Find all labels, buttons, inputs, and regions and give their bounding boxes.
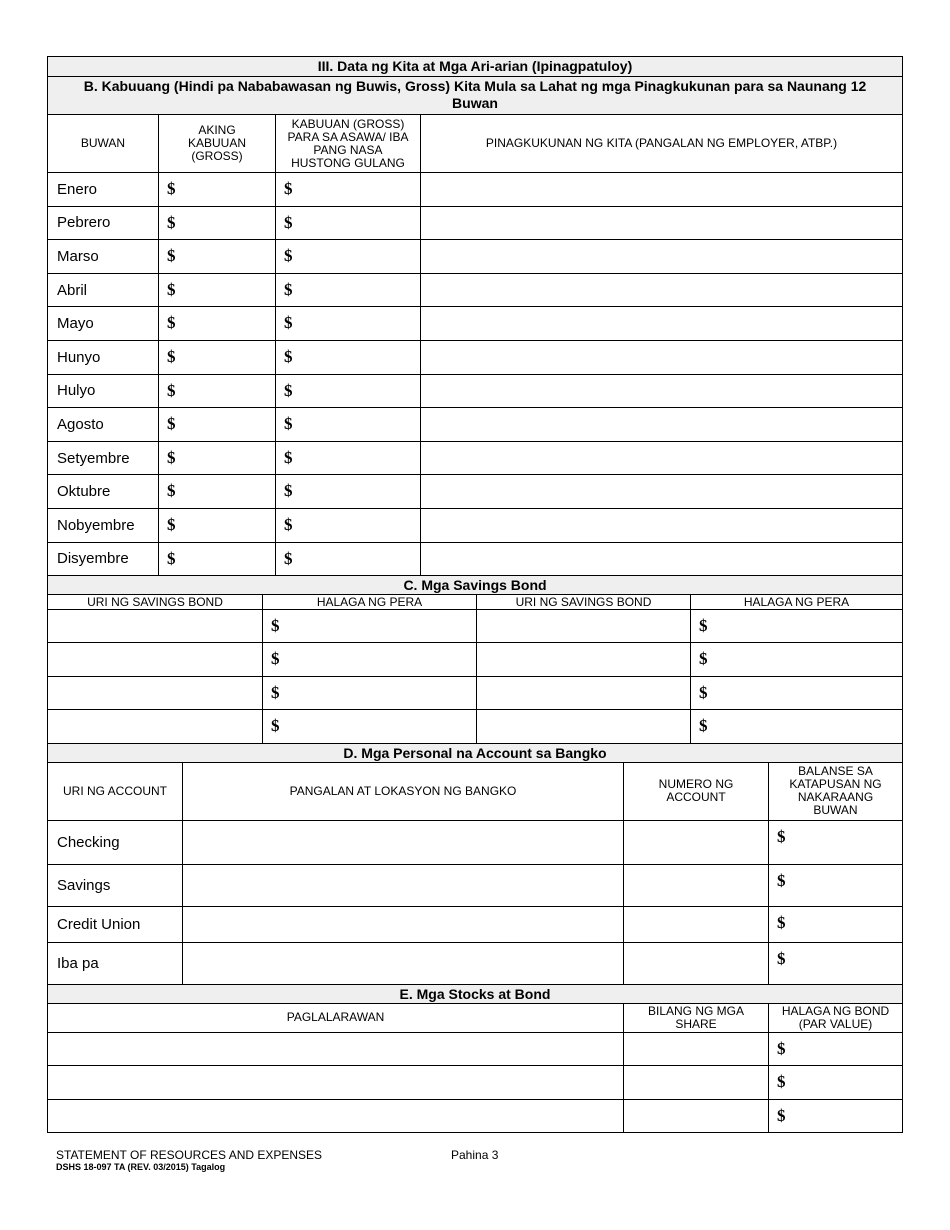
savings-bond-row	[48, 709, 902, 743]
month-row	[48, 340, 902, 374]
bond-amount-field[interactable]	[262, 677, 476, 710]
month-row	[48, 306, 902, 340]
month-label: Mayo	[57, 315, 94, 333]
account-type-label: Iba pa	[57, 954, 99, 972]
savings-bond-row	[48, 642, 902, 676]
my-gross-field[interactable]	[158, 408, 275, 441]
bond-type-field[interactable]	[476, 677, 690, 710]
par-value-field[interactable]	[768, 1033, 902, 1066]
bank-account-row	[48, 906, 902, 942]
my-gross-field[interactable]	[158, 341, 275, 374]
section-e-header-row	[48, 1003, 902, 1032]
spouse-gross-field[interactable]	[275, 307, 420, 340]
bond-amount-field[interactable]	[690, 610, 902, 643]
month-label: Oktubre	[57, 483, 111, 501]
month-label: Hunyo	[57, 348, 101, 366]
income-source-field[interactable]	[420, 475, 902, 508]
col-month-header: BUWAN	[80, 136, 126, 150]
bank-account-row	[48, 820, 902, 864]
month-row	[48, 508, 902, 542]
dollar-sign: $	[284, 481, 293, 501]
my-gross-field[interactable]	[158, 375, 275, 408]
bond-type-field[interactable]	[48, 710, 262, 743]
month-label: Abril	[57, 281, 88, 299]
form-page	[47, 56, 903, 1133]
account-type-label: Credit Union	[57, 915, 141, 933]
share-count-field[interactable]	[623, 1033, 768, 1066]
dollar-sign: $	[271, 649, 280, 669]
bond-type-field[interactable]	[476, 643, 690, 676]
month-label: Setyembre	[57, 449, 130, 467]
dollar-sign: $	[271, 716, 280, 736]
spouse-gross-field[interactable]	[275, 408, 420, 441]
my-gross-field[interactable]	[158, 307, 275, 340]
form-id: DSHS 18-097 TA (REV. 03/2015) Tagalog	[56, 1162, 226, 1172]
dollar-sign: $	[777, 826, 786, 846]
savings-bond-row	[48, 676, 902, 710]
shares-header: BILANG NG MGA SHARE	[623, 1004, 768, 1032]
section-c-title: C. Mga Savings Bond	[48, 575, 902, 594]
dollar-sign: $	[699, 716, 708, 736]
col-spouse-gross-header: KABUUAN (GROSS) PARA SA ASAWA/ IBA PANG NASA HUSTONG GULANG	[275, 115, 420, 172]
dollar-sign: $	[284, 279, 293, 299]
section-b-header-row	[48, 114, 902, 172]
my-gross-field[interactable]	[158, 240, 275, 273]
month-label: Pebrero	[57, 214, 111, 232]
par-value-field[interactable]	[768, 1066, 902, 1099]
my-gross-field[interactable]	[158, 207, 275, 240]
bond-type-header-2: URI NG SAVINGS BOND	[476, 595, 690, 609]
stock-description-field[interactable]	[48, 1033, 623, 1066]
stock-description-field[interactable]	[48, 1100, 623, 1133]
spouse-gross-field[interactable]	[275, 173, 420, 206]
savings-bond-row	[48, 609, 902, 643]
spouse-gross-field[interactable]	[275, 543, 420, 575]
bond-amount-header-1: HALAGA NG PERA	[262, 595, 476, 609]
dollar-sign: $	[284, 313, 293, 333]
stock-description-field[interactable]	[48, 1066, 623, 1099]
dollar-sign: $	[167, 548, 176, 568]
dollar-sign: $	[284, 246, 293, 266]
dollar-sign: $	[777, 1072, 786, 1092]
dollar-sign: $	[777, 912, 786, 932]
bank-name-field[interactable]	[182, 943, 623, 984]
stock-row	[48, 1099, 902, 1133]
description-header: PAGLALARAWAN	[286, 1010, 385, 1025]
bank-account-row	[48, 942, 902, 984]
spouse-gross-field[interactable]	[275, 475, 420, 508]
my-gross-field[interactable]	[158, 475, 275, 508]
dollar-sign: $	[284, 346, 293, 366]
account-type-header: URI NG ACCOUNT	[62, 783, 167, 798]
spouse-gross-field[interactable]	[275, 442, 420, 475]
stock-row	[48, 1032, 902, 1066]
my-gross-field[interactable]	[158, 442, 275, 475]
month-row	[48, 374, 902, 408]
bond-type-field[interactable]	[476, 610, 690, 643]
par-value-field[interactable]	[768, 1100, 902, 1133]
account-number-header: NUMERO NG ACCOUNT	[623, 763, 768, 820]
form-title: STATEMENT OF RESOURCES AND EXPENSES	[56, 1148, 323, 1162]
balance-field[interactable]	[768, 943, 902, 984]
bank-name-field[interactable]	[182, 865, 623, 906]
dollar-sign: $	[699, 615, 708, 635]
share-count-field[interactable]	[623, 1100, 768, 1133]
balance-field[interactable]	[768, 865, 902, 906]
balance-header: BALANSE SA KATAPUSAN NG NAKARAANG BUWAN	[768, 763, 902, 820]
bond-type-header-1: URI NG SAVINGS BOND	[87, 594, 223, 609]
income-source-field[interactable]	[420, 207, 902, 240]
income-source-field[interactable]	[420, 442, 902, 475]
bond-amount-field[interactable]	[262, 710, 476, 743]
dollar-sign: $	[167, 179, 176, 198]
dollar-sign: $	[271, 615, 280, 635]
month-row	[48, 206, 902, 240]
bank-name-field[interactable]	[182, 821, 623, 864]
balance-field[interactable]	[768, 821, 902, 864]
bank-name-header: PANGALAN AT LOKASYON NG BANGKO	[182, 763, 623, 820]
month-label: Agosto	[57, 415, 104, 433]
account-number-field[interactable]	[623, 865, 768, 906]
bond-type-field[interactable]	[476, 710, 690, 743]
income-source-field[interactable]	[420, 240, 902, 273]
section-title: III. Data ng Kita at Mga Ari-arian (Ipinagpatuloy)	[48, 57, 902, 76]
month-label: Disyembre	[57, 550, 129, 568]
bond-amount-field[interactable]	[262, 610, 476, 643]
section-b-title: B. Kabuuang (Hindi pa Nababawasan ng Buwis, Gross) Kita Mula sa Lahat ng mga Pinagkukunan para sa Naunang 12 Buwan	[48, 76, 902, 114]
dollar-sign: $	[167, 414, 176, 434]
section-d-header-row	[48, 762, 902, 820]
dollar-sign: $	[167, 481, 176, 501]
month-row	[48, 474, 902, 508]
dollar-sign: $	[777, 870, 786, 890]
dollar-sign: $	[777, 1038, 786, 1058]
section-c-header-row	[48, 594, 902, 609]
month-row	[48, 172, 902, 206]
bond-type-field[interactable]	[48, 643, 262, 676]
month-label: Nobyembre	[57, 516, 135, 534]
bank-name-field[interactable]	[182, 907, 623, 942]
month-row	[48, 407, 902, 441]
dollar-sign: $	[284, 179, 293, 198]
spouse-gross-field[interactable]	[275, 207, 420, 240]
spouse-gross-field[interactable]	[275, 240, 420, 273]
dollar-sign: $	[284, 514, 293, 534]
dollar-sign: $	[699, 649, 708, 669]
income-source-field[interactable]	[420, 274, 902, 307]
month-row	[48, 542, 902, 575]
account-type-label: Checking	[57, 833, 120, 851]
income-source-field[interactable]	[420, 375, 902, 408]
income-source-field[interactable]	[420, 173, 902, 206]
dollar-sign: $	[271, 682, 280, 702]
income-source-field[interactable]	[420, 509, 902, 542]
stock-rows	[48, 1032, 902, 1133]
income-source-field[interactable]	[420, 341, 902, 374]
my-gross-field[interactable]	[158, 543, 275, 575]
share-count-field[interactable]	[623, 1066, 768, 1099]
dollar-sign: $	[167, 346, 176, 366]
spouse-gross-field[interactable]	[275, 509, 420, 542]
dollar-sign: $	[284, 380, 293, 400]
savings-bond-rows	[48, 609, 902, 743]
my-gross-field[interactable]	[158, 173, 275, 206]
bond-amount-field[interactable]	[690, 643, 902, 676]
dollar-sign: $	[284, 414, 293, 434]
dollar-sign: $	[699, 682, 708, 702]
bond-amount-field[interactable]	[690, 710, 902, 743]
dollar-sign: $	[167, 514, 176, 534]
account-number-field[interactable]	[623, 943, 768, 984]
account-number-field[interactable]	[623, 821, 768, 864]
dollar-sign: $	[167, 380, 176, 400]
income-source-field[interactable]	[420, 543, 902, 575]
col-source-header: PINAGKUKUNAN NG KITA (PANGALAN NG EMPLOYER, ATBP.)	[420, 115, 902, 172]
bond-type-field[interactable]	[48, 610, 262, 643]
section-e-title: E. Mga Stocks at Bond	[48, 984, 902, 1003]
income-source-field[interactable]	[420, 307, 902, 340]
spouse-gross-field[interactable]	[275, 375, 420, 408]
month-label: Enero	[57, 180, 98, 198]
bond-type-field[interactable]	[48, 677, 262, 710]
page-number: Pahina 3	[451, 1148, 499, 1162]
dollar-sign: $	[167, 212, 176, 232]
my-gross-field[interactable]	[158, 509, 275, 542]
stock-row	[48, 1065, 902, 1099]
month-label: Hulyo	[57, 382, 96, 400]
dollar-sign: $	[284, 548, 293, 568]
account-number-field[interactable]	[623, 907, 768, 942]
dollar-sign: $	[167, 246, 176, 266]
dollar-sign: $	[167, 447, 176, 467]
month-label: Marso	[57, 247, 99, 265]
par-value-header: HALAGA NG BOND (PAR VALUE)	[768, 1004, 902, 1032]
bank-account-row	[48, 864, 902, 906]
spouse-gross-field[interactable]	[275, 341, 420, 374]
month-row	[48, 441, 902, 475]
col-my-gross-header: AKING KABUUAN (GROSS)	[158, 115, 275, 172]
balance-field[interactable]	[768, 907, 902, 942]
bond-amount-header-2: HALAGA NG PERA	[690, 595, 902, 609]
dollar-sign: $	[167, 313, 176, 333]
bond-amount-field[interactable]	[262, 643, 476, 676]
account-type-label: Savings	[57, 876, 111, 894]
dollar-sign: $	[777, 948, 786, 968]
my-gross-field[interactable]	[158, 274, 275, 307]
bank-account-rows	[48, 820, 902, 984]
dollar-sign: $	[284, 447, 293, 467]
month-row	[48, 273, 902, 307]
month-rows	[48, 172, 902, 575]
dollar-sign: $	[167, 279, 176, 299]
dollar-sign: $	[777, 1105, 786, 1125]
income-source-field[interactable]	[420, 408, 902, 441]
bond-amount-field[interactable]	[690, 677, 902, 710]
section-d-title: D. Mga Personal na Account sa Bangko	[48, 743, 902, 762]
spouse-gross-field[interactable]	[275, 274, 420, 307]
dollar-sign: $	[284, 212, 293, 232]
month-row	[48, 239, 902, 273]
